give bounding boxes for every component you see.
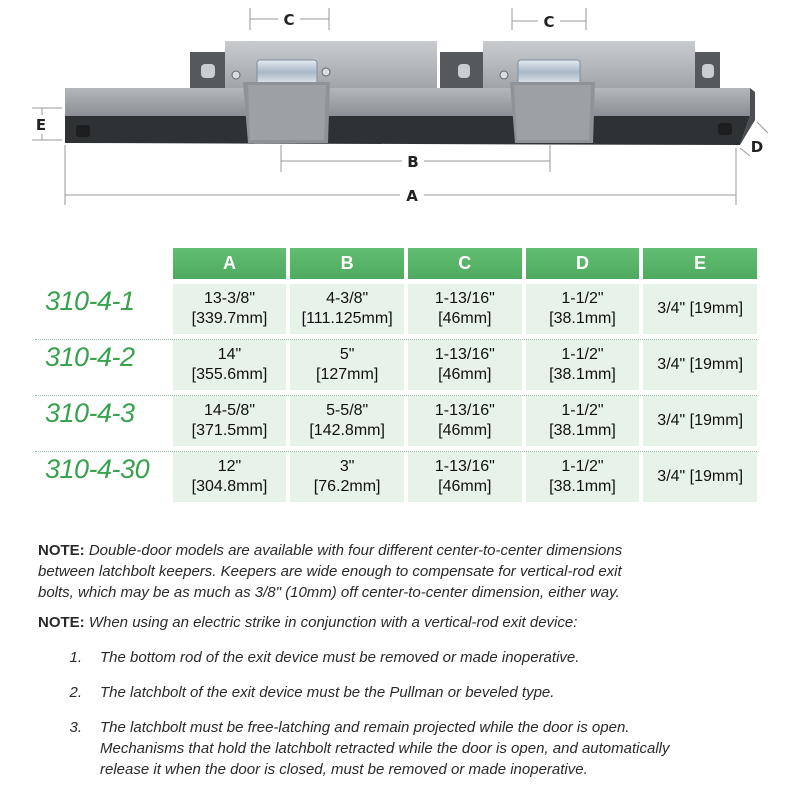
list-number: 3. [69, 719, 82, 736]
list-item [38, 682, 768, 703]
dim-label-c-right: C [543, 13, 555, 31]
list-text [100, 682, 730, 703]
cell-line: [127mm] [316, 366, 379, 383]
cell-line: 3" [339, 458, 355, 475]
table-cell [643, 340, 757, 390]
cell-line: 5" [339, 346, 355, 363]
column-header-d: D [526, 248, 640, 279]
list-text [100, 717, 730, 780]
keeper-body-right [483, 41, 695, 89]
cell-line: 5-5/8" [326, 402, 369, 419]
cell-line: [371.5mm] [191, 422, 268, 439]
cell-line: [46mm] [438, 366, 492, 383]
list-line: The latchbolt of the exit device must be the Pullman or beveled type. [100, 684, 555, 701]
list-item [38, 647, 768, 668]
table-cell [526, 452, 640, 502]
cell-line: 1-1/2" [561, 290, 604, 307]
list-item [38, 717, 768, 780]
table-cell [408, 452, 522, 502]
table-cell [173, 396, 287, 446]
note-line: between latchbolt keepers. Keepers are wide enough to compensate for vertical-rod exit [38, 563, 622, 580]
table-cell [290, 284, 404, 334]
cell-line: [355.6mm] [191, 366, 268, 383]
note-label: NOTE: [38, 614, 85, 631]
cell-line: 3/4" [19mm] [657, 468, 744, 485]
cell-line: 1-13/16" [434, 402, 495, 419]
list-line: release it when the door is closed, must be removed or made inoperative. [100, 761, 588, 778]
cell-line: 3/4" [19mm] [657, 412, 744, 429]
model-number: 310-4-1 [45, 286, 135, 316]
model-number: 310-4-2 [45, 342, 135, 372]
cell-line: [46mm] [438, 422, 492, 439]
column-header-a: A [173, 248, 287, 279]
table-row [35, 395, 757, 446]
table-cell [526, 396, 640, 446]
table-cell [643, 284, 757, 334]
table-row [35, 339, 757, 390]
list-line: Mechanisms that hold the latchbolt retracted while the door is open, and automatically [100, 740, 670, 757]
dim-label-a: A [406, 187, 418, 205]
strike-dimension-diagram [0, 0, 800, 215]
list-line: The latchbolt must be free-latching and remain projected while the door is open. [100, 719, 630, 736]
table-cell [290, 340, 404, 390]
cell-line: 1-13/16" [434, 458, 495, 475]
note-line: When using an electric strike in conjunction with a vertical-rod exit device: [88, 614, 578, 631]
dimension-spec-table [35, 248, 757, 502]
table-cell [526, 284, 640, 334]
cell-line: [304.8mm] [191, 478, 268, 495]
notes-section [38, 540, 768, 794]
dim-label-c-left: C [283, 11, 295, 29]
cell-line: 1-1/2" [561, 402, 604, 419]
note-line: Double-door models are available with four different center-to-center dimensions [88, 542, 623, 559]
list-number: 1. [69, 649, 82, 666]
table-body [35, 284, 757, 502]
cell-line: 3/4" [19mm] [657, 300, 744, 317]
cell-line: 4-3/8" [326, 290, 369, 307]
table-cell [173, 284, 287, 334]
cell-line: [46mm] [438, 478, 492, 495]
model-number: 310-4-3 [45, 398, 135, 428]
lip-left [243, 82, 330, 143]
note-double-door [38, 540, 768, 603]
cell-line: 12" [217, 458, 242, 475]
list-line: The bottom rod of the exit device must be removed or made inoperative. [100, 649, 580, 666]
table-header-row [35, 248, 757, 279]
list-text [100, 647, 730, 668]
cell-line: [38.1mm] [549, 422, 616, 439]
cell-line: 14-5/8" [203, 402, 255, 419]
column-header-b: B [290, 248, 404, 279]
table-cell [408, 396, 522, 446]
cell-line: 1-13/16" [434, 290, 495, 307]
note-vertical-rod [38, 612, 768, 633]
table-cell [643, 452, 757, 502]
table-cell [173, 452, 287, 502]
dim-label-d: D [750, 138, 764, 156]
table-corner [35, 248, 169, 279]
cell-line: 14" [217, 346, 242, 363]
cell-line: [46mm] [438, 310, 492, 327]
table-row [35, 451, 757, 502]
note-line: bolts, which may be as much as 3/8" (10mm) off center-to-center dimension, either way. [38, 584, 620, 601]
table-cell [173, 340, 287, 390]
list-number: 2. [69, 684, 82, 701]
table-cell [290, 396, 404, 446]
cell-line: 1-1/2" [561, 346, 604, 363]
cell-line: 13-3/8" [203, 290, 255, 307]
note-label: NOTE: [38, 542, 85, 559]
cell-line: 3/4" [19mm] [657, 356, 744, 373]
model-number: 310-4-30 [45, 454, 150, 484]
table-cell [526, 340, 640, 390]
cell-line: [38.1mm] [549, 310, 616, 327]
requirements-list [38, 647, 768, 780]
strike-bar [65, 88, 755, 145]
table-cell [290, 452, 404, 502]
lip-right [510, 82, 595, 143]
table-row [35, 284, 757, 334]
mounting-plate-left [190, 52, 230, 88]
table-cell [643, 396, 757, 446]
cell-line: 1-1/2" [561, 458, 604, 475]
cell-line: [38.1mm] [549, 478, 616, 495]
cell-line: [76.2mm] [313, 478, 381, 495]
cell-line: 1-13/16" [434, 346, 495, 363]
cell-line: [38.1mm] [549, 366, 616, 383]
dim-label-e: E [35, 116, 47, 134]
column-header-c: C [408, 248, 522, 279]
table-cell [408, 340, 522, 390]
cell-line: [339.7mm] [191, 310, 268, 327]
column-header-e: E [643, 248, 757, 279]
table-cell [408, 284, 522, 334]
cell-line: [142.8mm] [309, 422, 385, 439]
dim-label-b: B [407, 153, 419, 171]
cell-line: [111.125mm] [301, 310, 393, 327]
